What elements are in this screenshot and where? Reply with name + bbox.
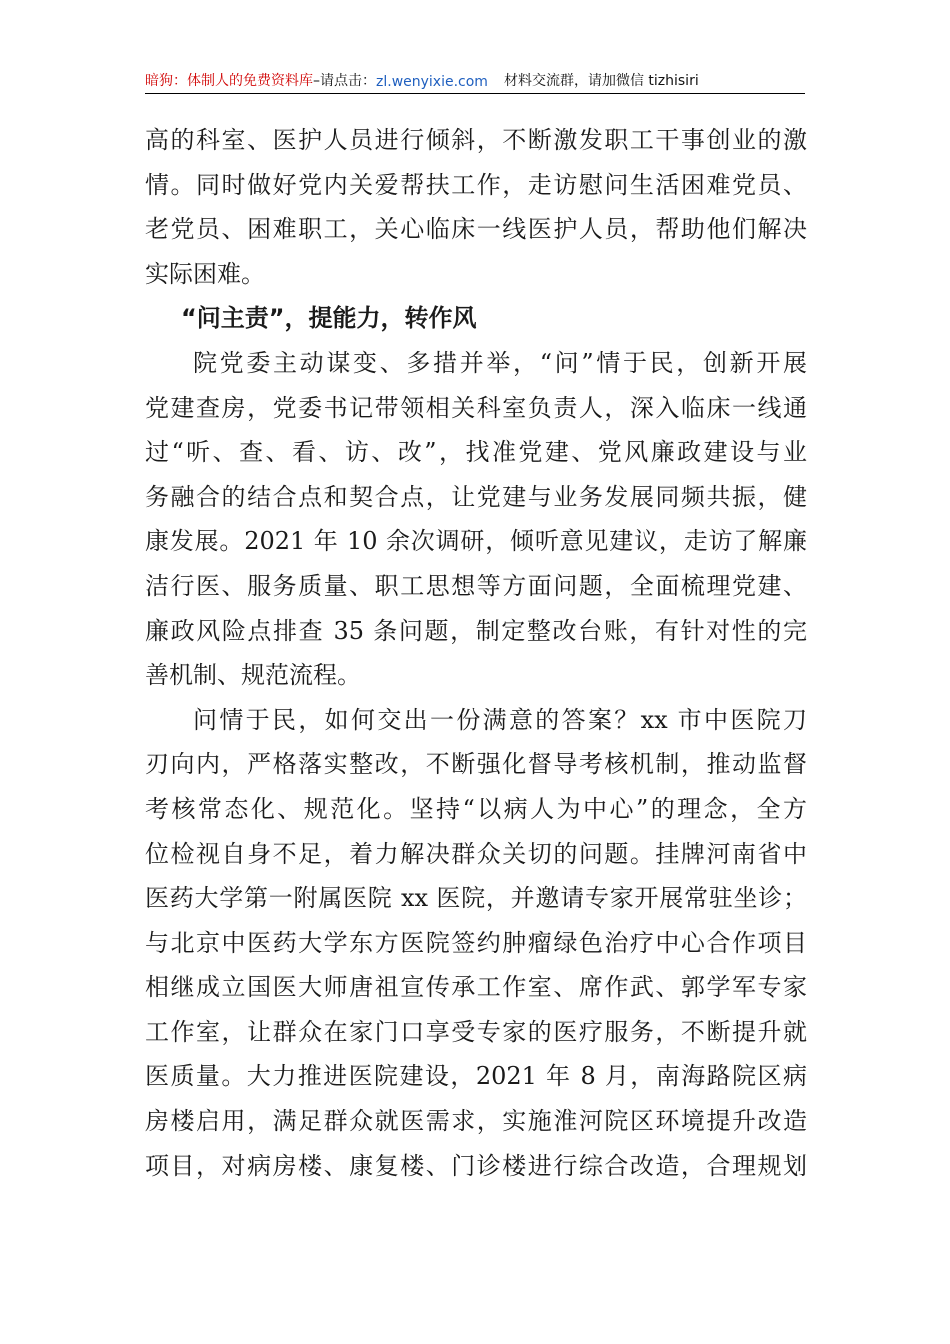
body-line: 位检视自身不足，着力解决群众关切的问题。挂牌河南省中 xyxy=(145,839,807,868)
body-line: 善机制、规范流程。 xyxy=(145,661,361,690)
section-heading: “问主责”，提能力，转作风 xyxy=(181,304,477,333)
body-line: 情。同时做好党内关爱帮扶工作，走访慰问生活困难党员、 xyxy=(145,170,807,199)
body-line: 院党委主动谋变、多措并举，“问”情于民，创新开展 xyxy=(193,348,807,377)
document-body xyxy=(145,118,807,1188)
body-line: 廉政风险点排查 35 条问题，制定整改台账，有针对性的完 xyxy=(145,616,807,645)
body-line: 刃向内，严格落实整改，不断强化督导考核机制，推动监督 xyxy=(145,750,807,779)
body-line: 项目，对病房楼、康复楼、门诊楼进行综合改造，合理规划 xyxy=(145,1151,807,1180)
body-line: 相继成立国医大师唐祖宣传承工作室、席作武、郭学军专家 xyxy=(145,973,807,1002)
body-line: 洁行医、服务质量、职工思想等方面问题，全面梳理党建、 xyxy=(145,571,807,600)
body-line: 医质量。大力推进医院建设，2021 年 8 月，南海路院区病 xyxy=(145,1062,807,1091)
body-line: 医药大学第一附属医院 xx 医院，并邀请专家开展常驻坐诊； xyxy=(145,884,807,913)
body-line: 老党员、困难职工，关心临床一线医护人员，帮助他们解决 xyxy=(145,215,807,244)
body-line: 党建查房，党委书记带领相关科室负责人，深入临床一线通 xyxy=(145,393,807,422)
body-line: 与北京中医药大学东方医院签约肿瘤绿色治疗中心合作项目 xyxy=(145,928,807,957)
body-line: 务融合的结合点和契合点，让党建与业务发展同频共振，健 xyxy=(145,482,807,511)
body-line: 工作室，让群众在家门口享受专家的医疗服务，不断提升就 xyxy=(145,1017,807,1046)
body-line: 实际困难。 xyxy=(145,259,265,288)
header-click-prefix: –请点击： xyxy=(313,73,376,89)
header-contact: 材料交流群，请加微信 tizhisiri xyxy=(503,73,699,89)
header-promo: 暗狗：体制人的免费资料库 xyxy=(145,73,313,89)
body-line: 考核常态化、规范化。坚持“以病人为中心”的理念，全方 xyxy=(145,794,807,823)
body-line: 房楼启用，满足群众就医需求，实施淮河院区环境提升改造 xyxy=(145,1107,807,1136)
body-line: 康发展。2021 年 10 余次调研，倾听意见建议，走访了解廉 xyxy=(145,527,807,556)
header-url-link[interactable]: zl.wenyixie.com xyxy=(376,74,488,90)
body-line: 过“听、查、看、访、改”，找准党建、党风廉政建设与业 xyxy=(145,438,807,467)
page-header xyxy=(145,68,805,94)
body-line: 高的科室、医护人员进行倾斜，不断激发职工干事创业的激 xyxy=(145,126,807,154)
body-line: 问情于民，如何交出一份满意的答案？xx 市中医院刀 xyxy=(193,705,807,734)
